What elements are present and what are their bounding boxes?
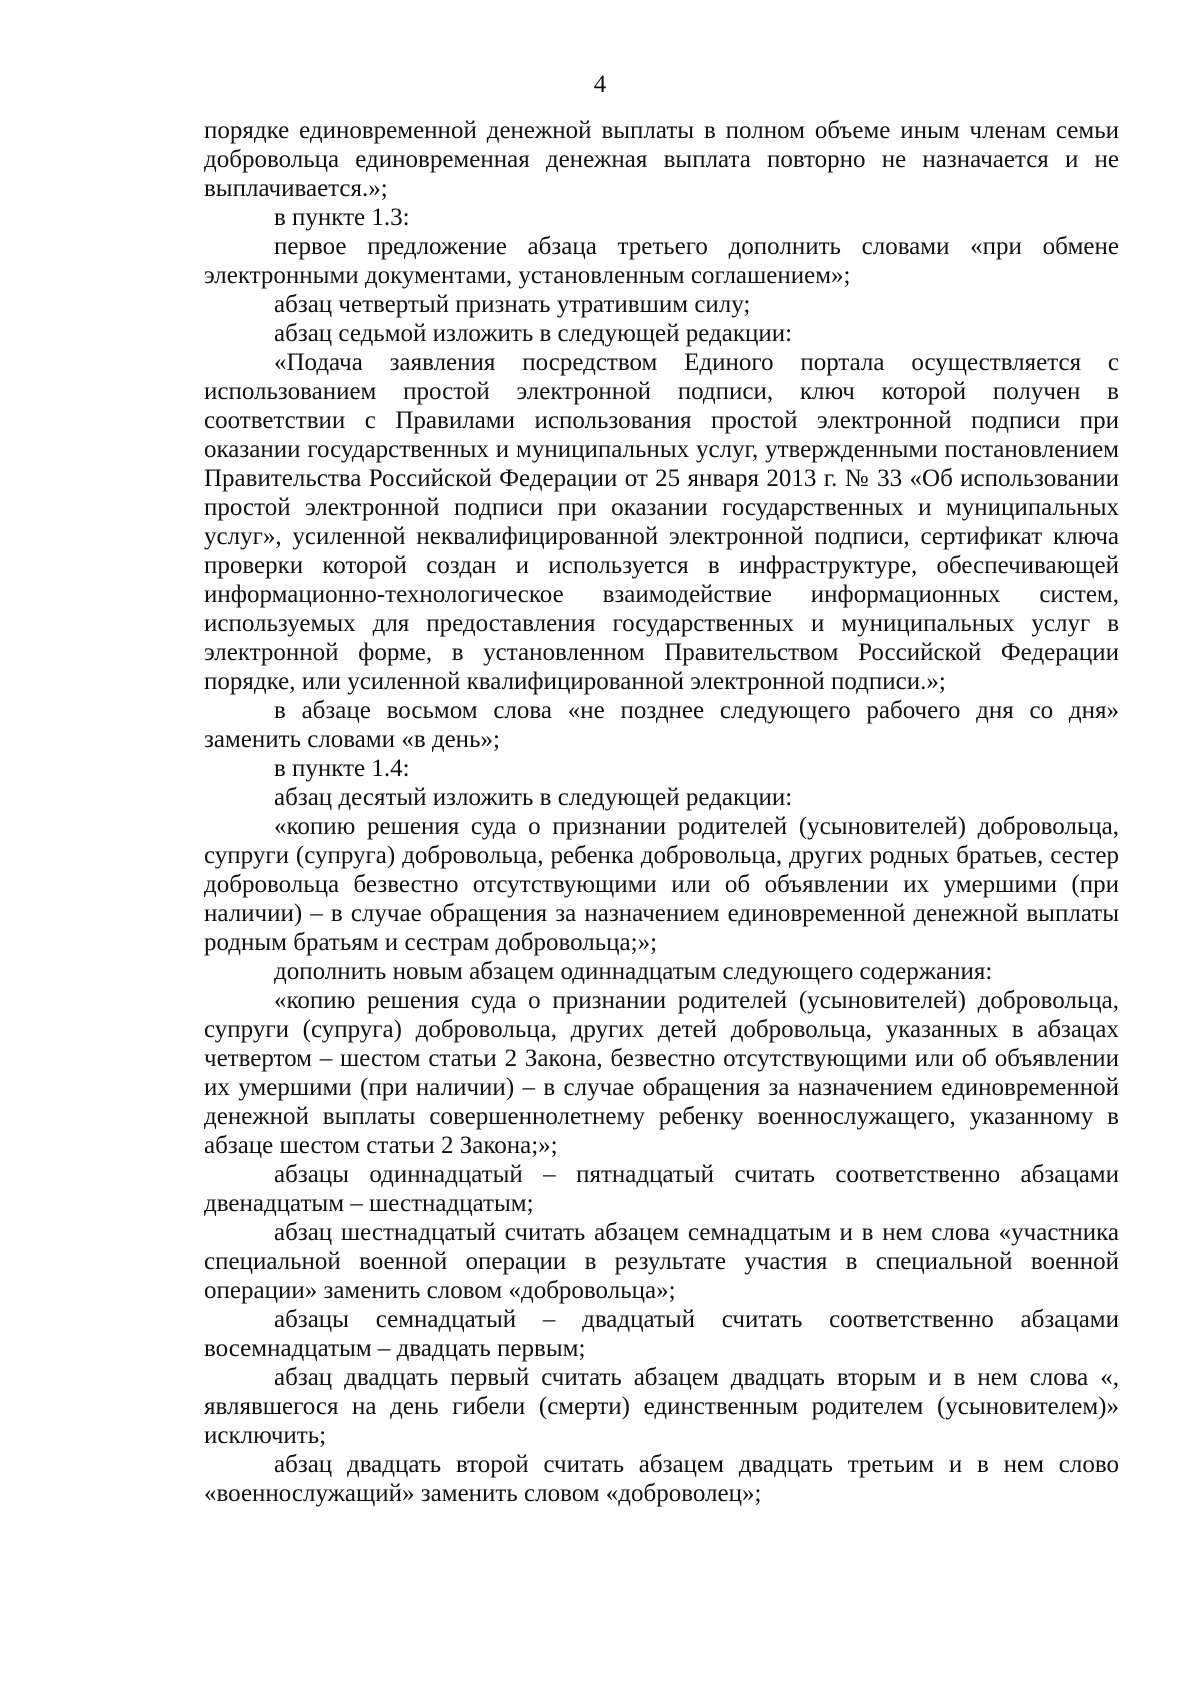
paragraph: абзац двадцать первый считать абзацем двадцать вторым и в нем слова «, являвшегося на день гибели (смерти) единственным родителем (усыновителем)» исключить; xyxy=(204,1364,1119,1449)
paragraph: абзац седьмой изложить в следующей редакции: xyxy=(274,320,793,347)
paragraph: «копию решения суда о признании родителей (усыновителей) добровольца, супруги (супруга) добровольца, ребенка добровольца, других родных братьев, сестер добровольца безвестно отсутствующими или об объявлении их умершими (при наличии) – в случае обращения за назначением единовременной денежной выплаты родным братьям и сестрам добровольца;»; xyxy=(204,813,1119,956)
paragraph: абзацы семнадцатый – двадцатый считать соответственно абзацами восемнадцатым – двадцать первым; xyxy=(204,1306,1119,1362)
paragraph: в пункте 1.3: xyxy=(274,204,410,231)
paragraph: абзац шестнадцатый считать абзацем семнадцатым и в нем слова «участника специальной военной операции в результате участия в специальной военной операции» заменить словом «добровольца»; xyxy=(204,1219,1119,1304)
paragraph: порядке единовременной денежной выплаты в полном объеме иным членам семьи добровольца единовременная денежная выплата повторно не назначается и не выплачивается.»; xyxy=(204,117,1119,202)
paragraph: абзацы одиннадцатый – пятнадцатый считать соответственно абзацами двенадцатым – шестнадцатым; xyxy=(204,1161,1119,1217)
paragraph: «копию решения суда о признании родителей (усыновителей) добровольца, супруги (супруга) добровольца, других детей добровольца, указанных в абзацах четвертом – шестом статьи 2 Закона, безвестно отсутствующими или об объявлении их умершими (при наличии) – в случае обращения за назначением единовременной денежной выплаты совершеннолетнему ребенку военнослужащего, указанному в абзаце шестом статьи 2 Закона;»; xyxy=(204,987,1119,1159)
paragraph: абзац десятый изложить в следующей редакции: xyxy=(274,784,793,811)
paragraph: абзац двадцать второй считать абзацем двадцать третьим и в нем слово «военнослужащий» заменить словом «доброволец»; xyxy=(204,1451,1119,1507)
paragraph: абзац четвертый признать утратившим силу; xyxy=(274,291,751,318)
paragraph: «Подача заявления посредством Единого портала осуществляется с использованием простой электронной подписи, ключ которой получен в соответствии с Правилами использования простой электронной подписи при оказании государственных и муниципальных услуг, утвержденными постановлением Правительства Российской Федерации от 25 января 2013 г. № 33 «Об использовании простой электронной подписи при оказании государственных и муниципальных услуг», усиленной неквалифицированной электронной подписи, сертификат ключа проверки которой создан и используется в инфраструктуре, обеспечивающей информационно-технологическое взаимодействие информационных систем, используемых для предоставления государственных и муниципальных услуг в электронной форме, в установленном Правительством Российской Федерации порядке, или усиленной квалифицированной электронной подписи.»; xyxy=(204,349,1119,695)
paragraph: дополнить новым абзацем одиннадцатым следующего содержания: xyxy=(274,958,993,985)
paragraph: в пункте 1.4: xyxy=(274,755,410,782)
paragraph: первое предложение абзаца третьего дополнить словами «при обмене электронными документами, установленным соглашением»; xyxy=(204,233,1119,289)
page-number: 4 xyxy=(593,71,607,98)
document-body xyxy=(204,116,1119,1508)
paragraph: в абзаце восьмом слова «не позднее следующего рабочего дня со дня» заменить словами «в день»; xyxy=(204,697,1119,753)
